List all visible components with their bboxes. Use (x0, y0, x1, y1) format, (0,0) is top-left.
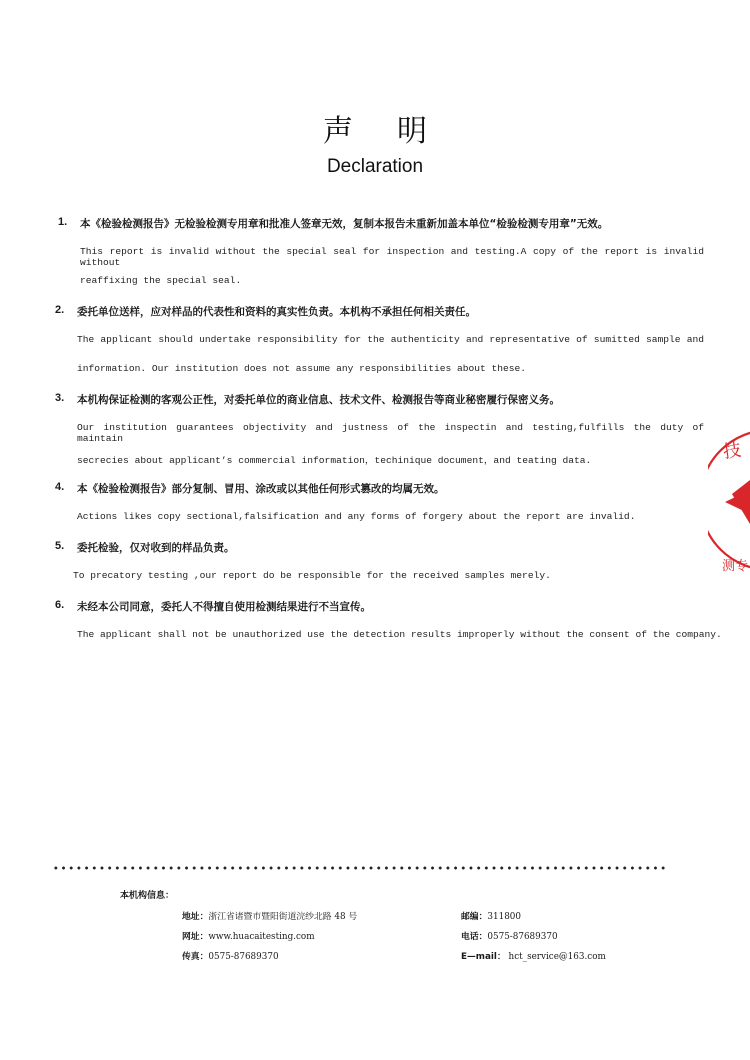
address-label: 地址： (182, 912, 209, 922)
seal-text-bottom: 测专 (722, 559, 749, 574)
item-text-cn: 委托检验，仅对收到的样品负责。 (77, 542, 235, 554)
item-text-en: The applicant should undertake responsibility for the authenticity and representative of sumitted sample and (77, 334, 704, 345)
address-value: 浙江省诸暨市暨阳街道浣纱北路 48 号 (208, 912, 358, 922)
footer-website (182, 929, 315, 942)
item-text-en-cont: information. Our institution does not assume any responsibilities about these. (77, 363, 527, 374)
item-text-en: To precatory testing ,our report do be responsible for the received samples merely. (73, 570, 551, 581)
item-text-cn: 未经本公司同意，委托人不得擅自使用检测结果进行不当宣传。 (77, 601, 371, 613)
website-value[interactable]: www.huacaitesting.com (208, 932, 315, 942)
email-value[interactable]: hct_service@163.com (508, 952, 606, 962)
page-title-cn: 声明 (323, 114, 471, 149)
phone-value: 0575-87689370 (487, 932, 558, 942)
seal-icon (708, 428, 750, 578)
page-title-en: Declaration (326, 156, 424, 177)
fax-label: 传真： (182, 952, 209, 962)
item-text-en-cont: reaffixing the special seal. (80, 275, 242, 286)
item-number: 5. (55, 540, 65, 552)
website-label: 网址： (182, 932, 209, 942)
inspection-seal-stamp (708, 428, 750, 578)
item-text-en-cont: secrecies about applicant’s commercial information，techinique document，and teating data. (77, 455, 592, 466)
item-text-en: This report is invalid without the special seal for inspection and testing.A copy of the report is invalid without (80, 246, 704, 268)
footer-title: 本机构信息： (120, 891, 175, 901)
item-text-en: Our institution guarantees objectivity and justness of the inspectin and testing,fulfills the duty of maintain (77, 422, 704, 444)
item-number: 2. (55, 304, 65, 316)
item-text-cn: 本《检验检测报告》部分复制、冒用、涂改或以其他任何形式篡改的均属无效。 (77, 483, 445, 495)
item-text-cn: 本机构保证检测的客观公正性，对委托单位的商业信息、技术文件、检测报告等商业秘密履行保密义务。 (77, 394, 560, 406)
footer-phone (461, 929, 558, 942)
footer-fax (182, 949, 279, 962)
item-text-cn: 委托单位送样，应对样品的代表性和资料的真实性负责。本机构不承担任何相关责任。 (77, 306, 476, 318)
item-text-en: Actions likes copy sectional,falsification and any forms of forgery about the report are invalid. (77, 511, 636, 522)
item-number: 6. (55, 599, 65, 611)
footer-address (182, 909, 357, 922)
postcode-value: 311800 (487, 912, 521, 922)
item-number: 3. (55, 392, 65, 404)
phone-label: 电话： (461, 932, 488, 942)
seal-text-top: 技 (721, 439, 743, 463)
footer-email (461, 949, 606, 962)
fax-value: 0575-87689370 (208, 952, 279, 962)
postcode-label: 邮编： (461, 912, 488, 922)
item-number: 4. (55, 481, 65, 493)
item-number: 1. (58, 216, 68, 228)
item-text-en: The applicant shall not be unauthorized use the detection results improperly without the consent of the company. (77, 629, 722, 640)
footer-postcode (461, 909, 521, 922)
item-text-cn: 本《检验检测报告》无检验检测专用章和批准人签章无效，复制本报告未重新加盖本单位“检验检测专用章”无效。 (80, 218, 609, 230)
email-label: E—mail： (461, 952, 506, 962)
footer-divider (52, 865, 668, 871)
